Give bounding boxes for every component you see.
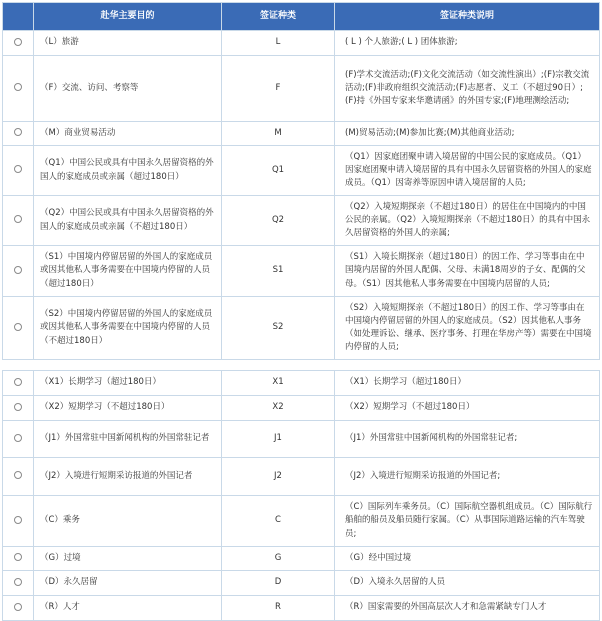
purpose-cell: （R）人才 [34, 596, 222, 621]
table-row[interactable] [3, 56, 600, 122]
table-row[interactable] [3, 596, 600, 621]
header-radio [3, 3, 34, 31]
visa-code-cell: X1 [222, 371, 335, 396]
visa-desc-cell: （S2）入境短期探亲（不超过180日）的因工作、学习等事由在中国境内停留居留的外国人的家庭成员。（S2）因其他私人事务（如处理诉讼、继承、医疗事务、打理在华房产等）需要在中国境内停留的人员; [335, 297, 600, 360]
visa-desc-cell: （S1）入境长期探亲（超过180日）的因工作、学习等事由在中国境内居留的外国人配偶、父母、未满18周岁的子女、配偶的父母。（S1）因其他私人事务需要在中国境内居留的人员; [335, 246, 600, 297]
visa-table-secondary [2, 370, 600, 621]
header-visa-desc: 签证种类说明 [335, 3, 600, 31]
table-row[interactable] [3, 458, 600, 496]
visa-code-cell: F [222, 56, 335, 122]
visa-desc-cell: （Q1）因家庭团聚申请入境居留的中国公民的家庭成员。（Q1）因家庭团聚申请入境居留的具有中国永久居留资格的外国人的家庭成员。（Q1）因寄养等原因申请入境居留的人员; [335, 146, 600, 196]
visa-table-primary [2, 2, 600, 360]
radio-button[interactable] [14, 378, 22, 386]
purpose-cell: （Q1）中国公民或具有中国永久居留资格的外国人的家庭成员或亲属（超过180日） [34, 146, 222, 196]
purpose-cell: （S2）中国境内停留居留的外国人的家庭成员或因其他私人事务需要在中国境内停留的人员（不超过180日） [34, 297, 222, 360]
table-row[interactable] [3, 496, 600, 547]
table-row[interactable] [3, 196, 600, 246]
table-row[interactable] [3, 371, 600, 396]
visa-code-cell: X2 [222, 396, 335, 421]
radio-button[interactable] [14, 553, 22, 561]
header-purpose: 赴华主要目的 [34, 3, 222, 31]
visa-code-cell: Q2 [222, 196, 335, 246]
visa-code-cell: S1 [222, 246, 335, 297]
radio-button[interactable] [14, 38, 22, 46]
purpose-cell: （J2）入境进行短期采访报道的外国记者 [34, 458, 222, 496]
radio-button[interactable] [14, 266, 22, 274]
table-row[interactable] [3, 571, 600, 596]
visa-code-cell: M [222, 122, 335, 146]
visa-code-cell: D [222, 571, 335, 596]
visa-desc-cell: （R）国家需要的外国高层次人才和急需紧缺专门人才 [335, 596, 600, 621]
purpose-cell: （F）交流、访问、考察等 [34, 56, 222, 122]
visa-code-cell: S2 [222, 297, 335, 360]
visa-code-cell: R [222, 596, 335, 621]
visa-desc-cell: （X1）长期学习（超过180日） [335, 371, 600, 396]
radio-button[interactable] [14, 83, 22, 91]
table-row[interactable] [3, 297, 600, 360]
visa-desc-cell: （G）经中国过境 [335, 547, 600, 571]
purpose-cell: （S1）中国境内停留居留的外国人的家庭成员或因其他私人事务需要在中国境内停留的人员（超过180日） [34, 246, 222, 297]
purpose-cell: （M）商业贸易活动 [34, 122, 222, 146]
radio-button[interactable] [14, 128, 22, 136]
visa-desc-cell: （X2）短期学习（不超过180日） [335, 396, 600, 421]
radio-button[interactable] [14, 323, 22, 331]
table-row[interactable] [3, 421, 600, 458]
purpose-cell: （Q2）中国公民或具有中国永久居留资格的外国人的家庭成员或亲属（不超过180日） [34, 196, 222, 246]
purpose-cell: （X1）长期学习（超过180日） [34, 371, 222, 396]
visa-code-cell: Q1 [222, 146, 335, 196]
table-row[interactable] [3, 122, 600, 146]
visa-desc-cell: (M)贸易活动;(M)参加比赛;(M)其他商业活动; [335, 122, 600, 146]
radio-button[interactable] [14, 434, 22, 442]
visa-desc-cell: （D）入境永久居留的人员 [335, 571, 600, 596]
radio-button[interactable] [14, 215, 22, 223]
table-row[interactable] [3, 146, 600, 196]
visa-desc-cell: ( L ) 个人旅游;( L ) 团体旅游; [335, 31, 600, 56]
purpose-cell: （G）过境 [34, 547, 222, 571]
visa-desc-cell: （J2）入境进行短期采访报道的外国记者; [335, 458, 600, 496]
purpose-cell: （C）乘务 [34, 496, 222, 547]
radio-button[interactable] [14, 516, 22, 524]
radio-button[interactable] [14, 603, 22, 611]
table-row[interactable] [3, 547, 600, 571]
purpose-cell: （L）旅游 [34, 31, 222, 56]
visa-code-cell: J2 [222, 458, 335, 496]
visa-code-cell: C [222, 496, 335, 547]
table-row[interactable] [3, 246, 600, 297]
purpose-cell: （D）永久居留 [34, 571, 222, 596]
radio-button[interactable] [14, 578, 22, 586]
table-row[interactable] [3, 396, 600, 421]
radio-button[interactable] [14, 165, 22, 173]
visa-code-cell: L [222, 31, 335, 56]
visa-desc-cell: （C）国际列车乘务员。（C）国际航空器机组成员。（C）国际航行船舶的船员及船员随行家属。（C）从事国际道路运输的汽车驾驶员; [335, 496, 600, 547]
table-header-row [3, 3, 600, 31]
visa-code-cell: J1 [222, 421, 335, 458]
purpose-cell: （J1）外国常驻中国新闻机构的外国常驻记者 [34, 421, 222, 458]
visa-code-cell: G [222, 547, 335, 571]
radio-button[interactable] [14, 471, 22, 479]
visa-desc-cell: （J1）外国常驻中国新闻机构的外国常驻记者; [335, 421, 600, 458]
visa-desc-cell: (F)学术交流活动;(F)文化交流活动（如交流性演出）;(F)宗教交流活动;(F)非政府组织交流活动;(F)志愿者、义工（不超过90日）;(F)持《外国专家来华邀请函》的外国专家;(F)地理测绘活动; [335, 56, 600, 122]
header-visa-type: 签证种类 [222, 3, 335, 31]
purpose-cell: （X2）短期学习（不超过180日） [34, 396, 222, 421]
table-row[interactable] [3, 31, 600, 56]
visa-desc-cell: （Q2）入境短期探亲（不超过180日）的居住在中国境内的中国公民的亲属。（Q2）入境短期探亲（不超过180日）的具有中国永久居留资格的外国人的亲属; [335, 196, 600, 246]
radio-button[interactable] [14, 403, 22, 411]
